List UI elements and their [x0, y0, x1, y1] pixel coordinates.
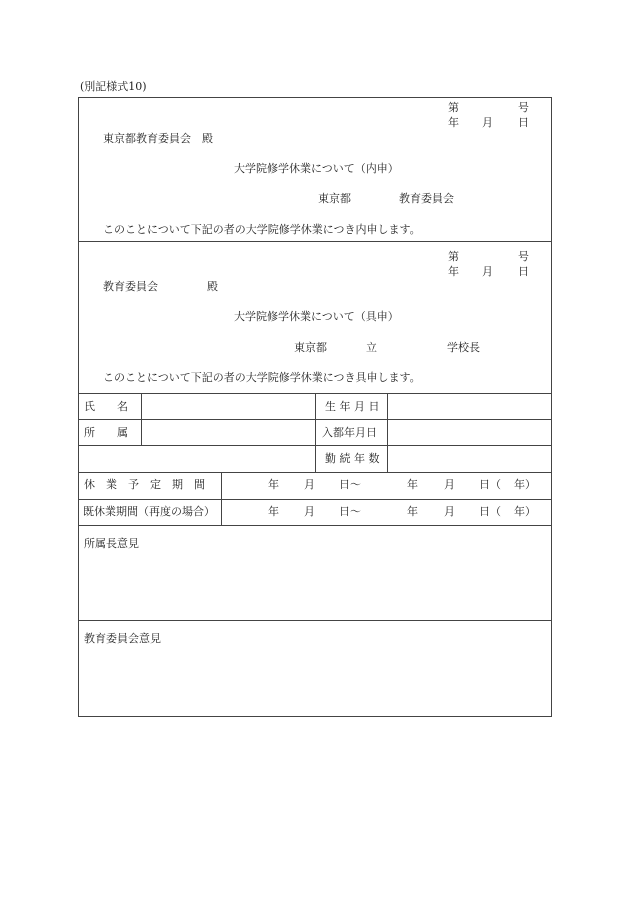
to-year: 年: [407, 478, 418, 491]
from-month: 月: [304, 478, 315, 491]
years-close: 年）: [514, 505, 536, 518]
row-line: [78, 620, 552, 621]
row-line: [78, 472, 552, 473]
naishin-sender-suffix: 教育委員会: [399, 192, 454, 205]
naishin-body: このことについて下記の者の大学院修学休業につき内申します。: [103, 223, 421, 236]
gushin-number-dai: 第: [448, 250, 459, 263]
row-line: [78, 499, 552, 500]
previous-period-label: 既休業期間（再度の場合）: [83, 505, 215, 518]
naishin-date-day: 日: [518, 116, 529, 129]
affiliation-label: 所 属: [84, 426, 128, 439]
to-year: 年: [407, 505, 418, 518]
from-year: 年: [268, 478, 279, 491]
row-line: [78, 525, 552, 526]
naishin-date-month: 月: [482, 116, 493, 129]
col-line: [221, 472, 222, 525]
gushin-sender-prefix: 東京都: [294, 341, 327, 354]
from-year: 年: [268, 505, 279, 518]
col-line: [315, 393, 316, 472]
gushin-addressee-suffix: 殿: [207, 280, 218, 293]
gushin-body: このことについて下記の者の大学院修学休業につき具申します。: [103, 371, 421, 384]
naishin-addressee: 東京都教育委員会 殿: [103, 132, 213, 145]
planned-period-label: 休 業 予 定 期 間: [84, 478, 205, 491]
col-line: [141, 393, 142, 446]
naishin-number-dai: 第: [448, 101, 459, 114]
board-opinion-label: 教育委員会意見: [84, 632, 161, 645]
naishin-sender-prefix: 東京都: [318, 192, 351, 205]
section-divider: [78, 241, 552, 242]
gushin-sender-suffix: 学校長: [447, 341, 480, 354]
from-day: 日〜: [339, 478, 361, 491]
naishin-date-year: 年: [448, 116, 459, 129]
form-label: (別記様式10): [80, 80, 147, 93]
from-month: 月: [304, 505, 315, 518]
years-close: 年）: [514, 478, 536, 491]
name-label: 氏 名: [84, 400, 128, 413]
to-day: 日（: [479, 505, 501, 518]
gushin-addressee-prefix: 教育委員会: [103, 280, 158, 293]
to-day: 日（: [479, 478, 501, 491]
years-service-label: 勤 続 年 数: [325, 452, 380, 465]
principal-opinion-label: 所属長意見: [84, 537, 139, 550]
gushin-title: 大学院修学休業について（具申）: [234, 310, 399, 323]
gushin-date-day: 日: [518, 265, 529, 278]
gushin-date-year: 年: [448, 265, 459, 278]
col-line: [387, 393, 388, 472]
to-month: 月: [444, 478, 455, 491]
gushin-number-go: 号: [518, 250, 529, 263]
hire-date-label: 入都年月日: [322, 426, 377, 439]
naishin-title: 大学院修学休業について（内申）: [234, 162, 399, 175]
from-day: 日〜: [339, 505, 361, 518]
gushin-sender-mid: 立: [366, 341, 377, 354]
gushin-date-month: 月: [482, 265, 493, 278]
to-month: 月: [444, 505, 455, 518]
naishin-number-go: 号: [518, 101, 529, 114]
dob-label: 生 年 月 日: [325, 400, 380, 413]
